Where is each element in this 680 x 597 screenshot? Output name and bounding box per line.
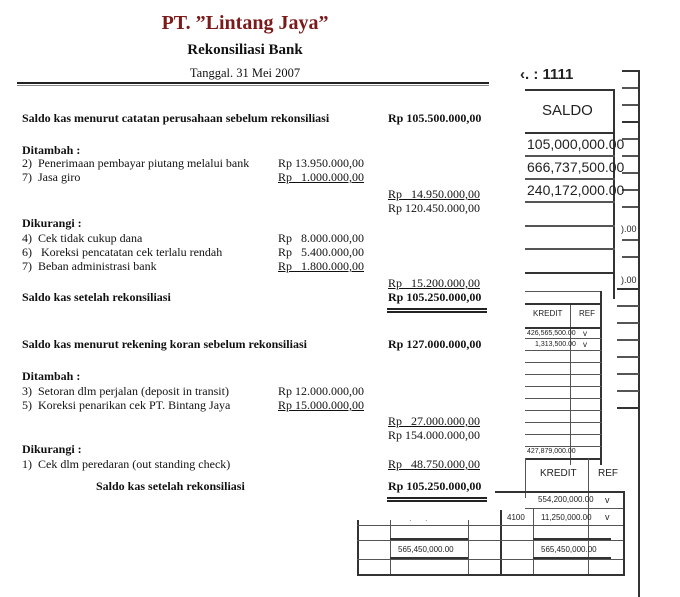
bank-add-total: Rp 27.000.000,00 <box>388 414 481 428</box>
kredit-total: 565,450,000.00 <box>541 545 597 554</box>
far-right-value: ).00 <box>621 224 637 234</box>
company-add-item-label: 2) Penerimaan pembayar piutang melalui bank <box>22 156 250 170</box>
company-less-heading: Dikurangi : <box>22 216 82 230</box>
bank-add-item-amount: Rp 12.000.000,00 <box>278 384 365 398</box>
double-underline <box>387 497 487 502</box>
kredit-value: 426,565,500.00 <box>527 330 576 337</box>
kredit-value: 554,200,000.00 <box>538 495 594 504</box>
company-less-item-amount: Rp 5.400.000,00 <box>278 245 365 259</box>
ref-value: v <box>583 329 587 338</box>
ref-header: REF <box>598 468 618 479</box>
company-add-item-label: 7) Jasa giro <box>22 170 81 184</box>
company-less-total: Rp 15.200.000,00 <box>388 276 481 290</box>
company-less-item-amount: Rp 8.000.000,00 <box>278 231 365 245</box>
document-title: Rekonsiliasi Bank <box>187 42 303 58</box>
company-less-item-label: 7) Beban administrasi bank <box>22 259 157 273</box>
ref-header: REF <box>579 309 595 318</box>
saldo-value: 666,737,500.00 <box>527 159 625 175</box>
kredit-value: 11,250,000.00 <box>541 513 592 522</box>
company-less-item-label: 6) Koreksi pencatatan cek terlalu rendah <box>22 245 223 259</box>
bank-add-item-label: 3) Setoran dlm perjalan (deposit in transit) <box>22 384 229 398</box>
bank-add-item-label: 5) Koreksi penarikan cek PT. Bintang Jaya <box>22 398 231 412</box>
header-divider <box>17 82 489 86</box>
account-number: ‹. : 1111 <box>520 66 574 83</box>
bank-opening-label: Saldo kas menurut rekening koran sebelum rekonsiliasi <box>22 337 307 351</box>
saldo-value: 105,000,000.00 <box>527 136 625 152</box>
bank-less-heading: Dikurangi : <box>22 442 82 456</box>
kredit-total: 427,879,000.00 <box>527 448 576 455</box>
bank-opening-amount: Rp 127.000.000,00 <box>388 337 482 351</box>
kredit-value: 1,313,500.00 <box>535 341 576 348</box>
document-date: Tanggal. 31 Mei 2007 <box>189 66 301 80</box>
company-subtotal: Rp 120.450.000,00 <box>388 201 481 215</box>
company-closing-amount: Rp 105.250.000,00 <box>388 290 482 304</box>
company-add-heading: Ditambah : <box>22 143 81 157</box>
company-closing-label: Saldo kas setelah rekonsiliasi <box>22 290 171 304</box>
far-right-value: ).00 <box>621 275 637 285</box>
company-add-item-amount: Rp 13.950.000,00 <box>278 156 365 170</box>
saldo-value: 240,172,000.00 <box>527 182 625 198</box>
company-less-item-amount: Rp 1.800.000,00 <box>278 259 365 273</box>
ref-value: v <box>605 495 610 505</box>
account-number: 4100 <box>507 513 525 522</box>
company-name: PT. ”Lintang Jaya” <box>161 12 329 34</box>
bank-add-item-amount: Rp 15.000.000,00 <box>278 398 365 412</box>
kredit-header: KREDIT <box>533 309 563 318</box>
bank-subtotal: Rp 154.000.000,00 <box>388 428 481 442</box>
bank-less-item-amount: Rp 48.750.000,00 <box>388 457 481 471</box>
debit-total: 565,450,000.00 <box>398 545 454 554</box>
bank-add-heading: Ditambah : <box>22 369 81 383</box>
saldo-header: SALDO <box>542 102 593 119</box>
kredit-header: KREDIT <box>540 468 577 479</box>
bank-less-item-label: 1) Cek dlm peredaran (out standing check) <box>22 457 231 471</box>
company-opening-amount: Rp 105.500.000,00 <box>388 111 482 125</box>
double-underline <box>387 308 487 313</box>
bank-closing-label: Saldo kas setelah rekonsiliasi <box>96 479 245 493</box>
bank-closing-amount: Rp 105.250.000,00 <box>388 479 482 493</box>
company-add-total: Rp 14.950.000,00 <box>388 187 481 201</box>
company-opening-label: Saldo kas menurut catatan perusahaan sebelum rekonsiliasi <box>22 111 330 125</box>
ref-value: v <box>583 340 587 349</box>
company-add-item-amount: Rp 1.000.000,00 <box>278 170 365 184</box>
company-less-item-label: 4) Cek tidak cukup dana <box>22 231 143 245</box>
ref-value: v <box>605 512 610 522</box>
